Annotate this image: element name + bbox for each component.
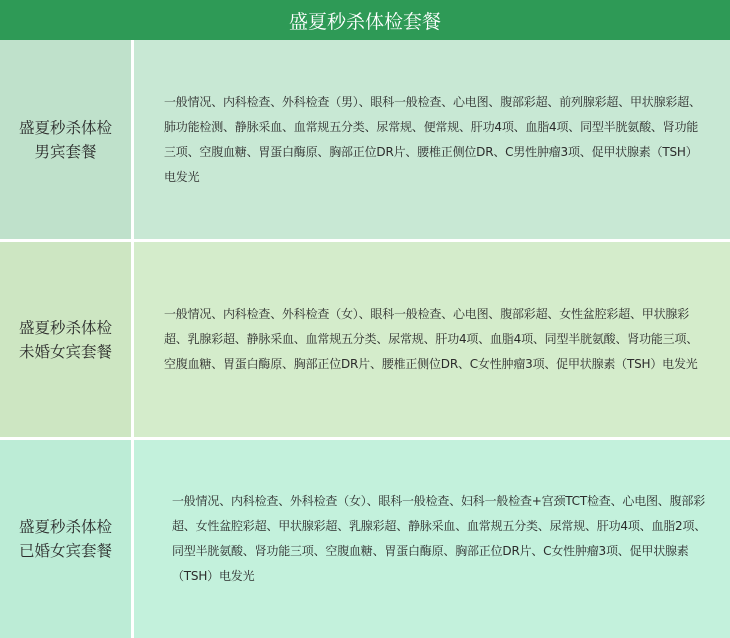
package-items-cell xyxy=(134,242,730,437)
package-items-cell xyxy=(134,440,730,638)
package-items-cell xyxy=(134,40,730,239)
package-name-cell xyxy=(0,242,131,437)
package-name-cell xyxy=(0,40,131,239)
package-row-unmarried-female xyxy=(0,242,730,437)
package-name-line1: 盛夏秒杀体检 xyxy=(18,518,112,536)
package-row-male xyxy=(0,40,730,239)
package-name-line1: 盛夏秒杀体检 xyxy=(18,118,112,137)
package-name-line2: 男宾套餐 xyxy=(34,142,97,161)
package-name-cell xyxy=(0,440,131,638)
package-items-text: 一般情况、内科检查、外科检查（男）、眼科一般检查、心电图、腹部彩超、前列腺彩超、甲状腺彩超、肺功能检测、静脉采血、血常规五分类、尿常规、便常规、肝功4项、血脂4项、同型半胱氨酸、肾功能三项、空腹血糖、胃蛋白酶原、胸部正位DR片、腰椎正侧位DR、C男性肿瘤3项、促甲状腺素（TSH）电发光 xyxy=(164,94,701,184)
package-row-married-female xyxy=(0,440,730,638)
package-items-text: 一般情况、内科检查、外科检查（女）、眼科一般检查、妇科一般检查+宫颈TCT检查、心电图、腹部彩超、女性盆腔彩超、甲状腺彩超、乳腺彩超、静脉采血、血常规五分类、尿常规、肝功4项、血脂2项、同型半胱氨酸、肾功能三项、空腹血糖、胃蛋白酶原、胸部正位DR片、C女性肿瘤3项、促甲状腺素（TSH）电发光 xyxy=(172,494,707,583)
package-name-line2: 已婚女宾套餐 xyxy=(18,542,112,560)
table-title: 盛夏秒杀体检套餐 xyxy=(0,0,730,40)
package-items-text: 一般情况、内科检查、外科检查（女）、眼科一般检查、心电图、腹部彩超、女性盆腔彩超、甲状腺彩超、乳腺彩超、静脉采血、血常规五分类、尿常规、肝功4项、血脂4项、同型半胱氨酸、肾功能三项、空腹血糖、胃蛋白酶原、胸部正位DR片、腰椎正侧位DR、C女性肿瘤3项、促甲状腺素（TSH）电发光 xyxy=(164,307,699,371)
package-name-line2: 未婚女宾套餐 xyxy=(18,342,112,361)
package-name-line1: 盛夏秒杀体检 xyxy=(18,318,112,337)
